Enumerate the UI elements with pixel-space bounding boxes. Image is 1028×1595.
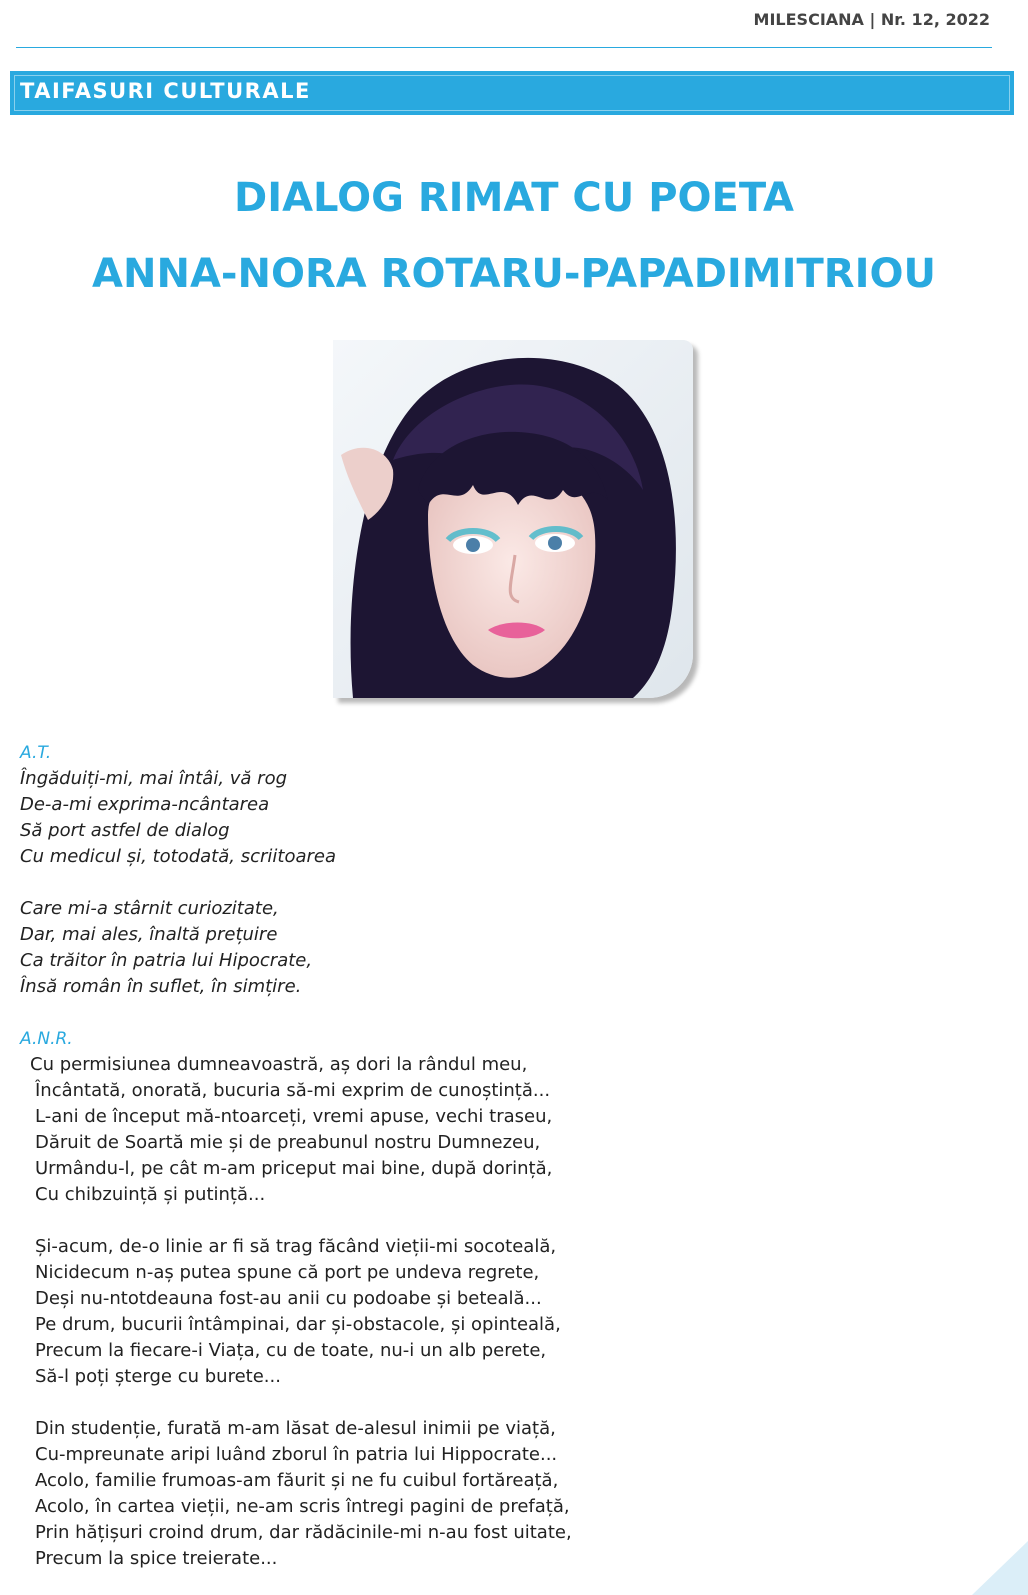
header-divider bbox=[16, 47, 992, 48]
poem-line: Dar, mai ales, înaltă prețuire bbox=[20, 924, 278, 945]
rhymed-dialog bbox=[20, 740, 640, 1572]
poem-line: Acolo, în cartea vieții, ne-am scris întregi pagini de prefață, bbox=[35, 1496, 570, 1517]
speaker-anr: A.N.R. bbox=[20, 1029, 73, 1049]
poem-line: Ca trăitor în patria lui Hipocrate, bbox=[20, 950, 313, 971]
speaker-at: A.T. bbox=[20, 743, 52, 763]
section-banner bbox=[10, 71, 1014, 115]
portrait-illustration bbox=[333, 340, 693, 698]
poem-line: Cu medicul și, totodată, scriitoarea bbox=[20, 846, 336, 867]
poem-line: Deși nu-ntotdeauna fost-au anii cu podoabe și beteală... bbox=[35, 1288, 542, 1309]
poem-line: Însă român în suflet, în simțire. bbox=[20, 976, 302, 997]
stanza-break bbox=[20, 870, 640, 896]
poem-line: Dăruit de Soartă mie și de preabunul nostru Dumnezeu, bbox=[35, 1132, 541, 1153]
poem-line: Să-l poți șterge cu burete... bbox=[35, 1366, 281, 1387]
poem-line: De-a-mi exprima-ncântarea bbox=[20, 794, 270, 815]
stanza-break bbox=[20, 1208, 640, 1234]
poem-line: Cu-mpreunate aripi luând zborul în patria lui Hippocrate... bbox=[35, 1444, 558, 1465]
stanza-break bbox=[20, 1000, 640, 1026]
poem-line: Care mi-a stârnit curiozitate, bbox=[20, 898, 279, 919]
poem-line: Cu chibzuință și putință... bbox=[35, 1184, 266, 1205]
poem-line: Și-acum, de-o linie ar fi să trag făcând vieții-mi socoteală, bbox=[35, 1236, 557, 1257]
poem-line: Să port astfel de dialog bbox=[20, 820, 230, 841]
poem-line: L-ani de început mă-ntoarceți, vremi apuse, vechi traseu, bbox=[35, 1106, 553, 1127]
poem-line: Prin hățișuri croind drum, dar rădăcinile-mi n-au fost uitate, bbox=[35, 1522, 572, 1543]
poem-line: Cu permisiunea dumneavoastră, aș dori la rândul meu, bbox=[30, 1054, 528, 1075]
author-portrait bbox=[333, 340, 693, 698]
poem-line: Din studenție, furată m-am lăsat de-alesul inimii pe viață, bbox=[35, 1418, 556, 1439]
stanza-break bbox=[20, 1390, 640, 1416]
poem-line: Precum la spice treierate... bbox=[35, 1548, 278, 1569]
section-label: TAIFASURI CULTURALE bbox=[20, 79, 311, 103]
issue-info: MILESCIANA | Nr. 12, 2022 bbox=[753, 10, 990, 29]
article-title-line-2: ANNA-NORA ROTARU-PAPADIMITRIOU bbox=[92, 251, 936, 297]
poem-line: Îngăduiți-mi, mai întâi, vă rog bbox=[20, 768, 288, 789]
poem-line: Nicidecum n-aș putea spune că port pe undeva regrete, bbox=[35, 1262, 540, 1283]
page-corner-decoration bbox=[972, 1541, 1028, 1595]
poem-line: Acolo, familie frumoas-am făurit și ne fu cuibul fortăreață, bbox=[35, 1470, 559, 1491]
article-title-line-1: DIALOG RIMAT CU POETA bbox=[234, 175, 794, 221]
poem-line: Precum la fiecare-i Viața, cu de toate, nu-i un alb perete, bbox=[35, 1340, 547, 1361]
poem-line: Pe drum, bucurii întâmpinai, dar și-obstacole, și opinteală, bbox=[35, 1314, 561, 1335]
poem-line: Încântată, onorată, bucuria să-mi exprim de cunoștință... bbox=[35, 1080, 551, 1101]
poem-line: Urmându-l, pe cât m-am priceput mai bine, după dorință, bbox=[35, 1158, 553, 1179]
